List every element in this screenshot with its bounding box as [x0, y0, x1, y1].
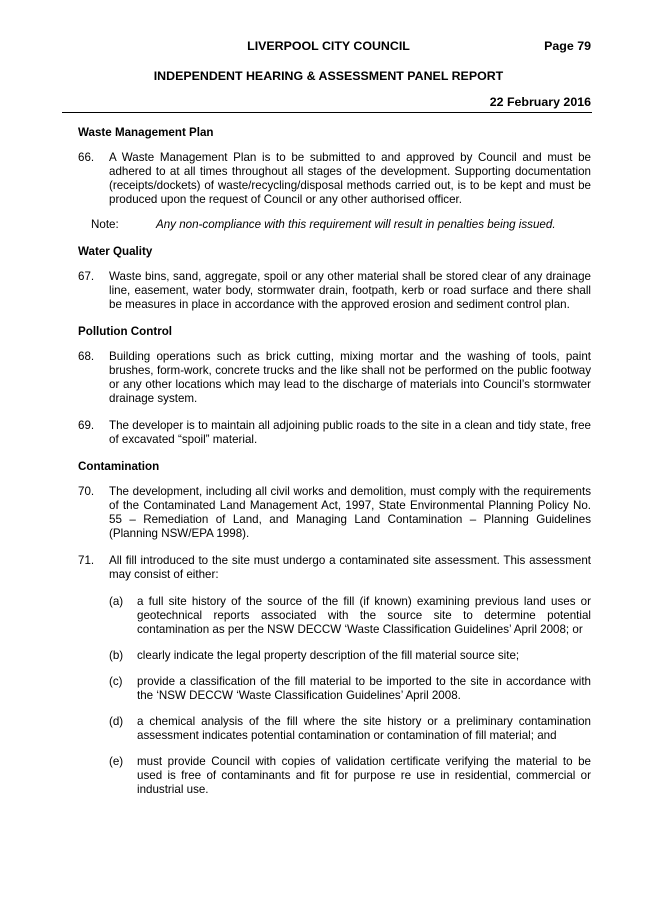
report-date: 22 February 2016	[489, 95, 591, 109]
note-text: Any non-compliance with this requirement will result in penalties being issued.	[156, 218, 556, 231]
sub-item-letter: (e)	[109, 755, 124, 768]
note-label: Note:	[91, 218, 119, 231]
sub-item-text: clearly indicate the legal property description of the fill material source site;	[137, 649, 520, 662]
sub-item-c	[109, 675, 591, 703]
section-heading-water: Water Quality	[78, 245, 153, 258]
sub-item-b	[109, 649, 591, 663]
section-heading-contamination: Contamination	[78, 460, 160, 473]
sub-item-a	[109, 595, 591, 637]
condition-text: All fill introduced to the site must undergo a contaminated site assessment. This assessment may consist of either:	[109, 554, 591, 581]
header-divider	[62, 112, 592, 113]
sub-item-letter: (a)	[109, 595, 124, 608]
sub-item-e	[109, 755, 591, 797]
condition-69	[78, 419, 591, 447]
sub-item-text: provide a classification of the fill material to be imported to the site in accordance with the ‘NSW DECCW ‘Waste Classification Guidelines’ April 2008.	[137, 675, 591, 702]
condition-66	[78, 151, 591, 207]
sub-item-letter: (b)	[109, 649, 124, 662]
sub-item-letter: (c)	[109, 675, 123, 688]
page-number: Page 79	[544, 39, 591, 53]
council-name: LIVERPOOL CITY COUNCIL	[247, 39, 410, 53]
condition-68	[78, 350, 591, 406]
condition-number: 69.	[78, 419, 95, 432]
condition-number: 71.	[78, 554, 95, 567]
report-title: INDEPENDENT HEARING & ASSESSMENT PANEL REPORT	[153, 69, 504, 83]
section-heading-waste: Waste Management Plan	[78, 126, 214, 139]
condition-text: A Waste Management Plan is to be submitted to and approved by Council and must be adhered to at all times throughout all stages of the development. Supporting documentation (receipts/dockets) of waste/recycling/disposal methods carried out, is to be kept and must be produced upon the request of Council or any other authorised officer.	[109, 151, 591, 206]
condition-number: 68.	[78, 350, 95, 363]
section-heading-pollution: Pollution Control	[78, 325, 173, 338]
condition-text: The development, including all civil works and demolition, must comply with the requirements of the Contaminated Land Management Act, 1997, State Environmental Planning Policy No. 55 – Remediation of Land, and Managing Land Contamination – Planning Guidelines (Planning NSW/EPA 1998).	[109, 485, 591, 540]
sub-item-text: must provide Council with copies of validation certificate verifying the material to be used is free of contaminants and fit for purpose re use in residential, commercial or industrial use.	[137, 755, 591, 796]
condition-number: 66.	[78, 151, 95, 164]
note	[78, 218, 591, 232]
condition-70	[78, 485, 591, 541]
condition-71	[78, 554, 591, 582]
condition-67	[78, 270, 591, 312]
sub-item-text: a full site history of the source of the fill (if known) examining previous land uses or geotechnical reports associated with the source site to determine potential contamination as per the NSW DECCW ‘Waste Classification Guidelines’ April 2008; or	[137, 595, 591, 636]
condition-number: 67.	[78, 270, 95, 283]
condition-text: The developer is to maintain all adjoining public roads to the site in a clean and tidy state, free of excavated “spoil” material.	[109, 419, 591, 446]
sub-item-d	[109, 715, 591, 743]
sub-item-text: a chemical analysis of the fill where the site history or a preliminary contamination assessment indicates potential contamination or contamination of fill material; and	[137, 715, 591, 742]
condition-text: Building operations such as brick cutting, mixing mortar and the washing of tools, paint brushes, form-work, concrete trucks and the like shall not be performed on the public footway or any other locations which may lead to the discharge of materials into Council’s stormwater drainage system.	[109, 350, 591, 405]
condition-text: Waste bins, sand, aggregate, spoil or any other material shall be stored clear of any drainage line, easement, water body, stormwater drain, footpath, kerb or road surface and there shall be measures in place in accordance with the approved erosion and sediment control plan.	[109, 270, 591, 311]
condition-number: 70.	[78, 485, 95, 498]
document-body	[78, 126, 591, 809]
sub-item-letter: (d)	[109, 715, 124, 728]
